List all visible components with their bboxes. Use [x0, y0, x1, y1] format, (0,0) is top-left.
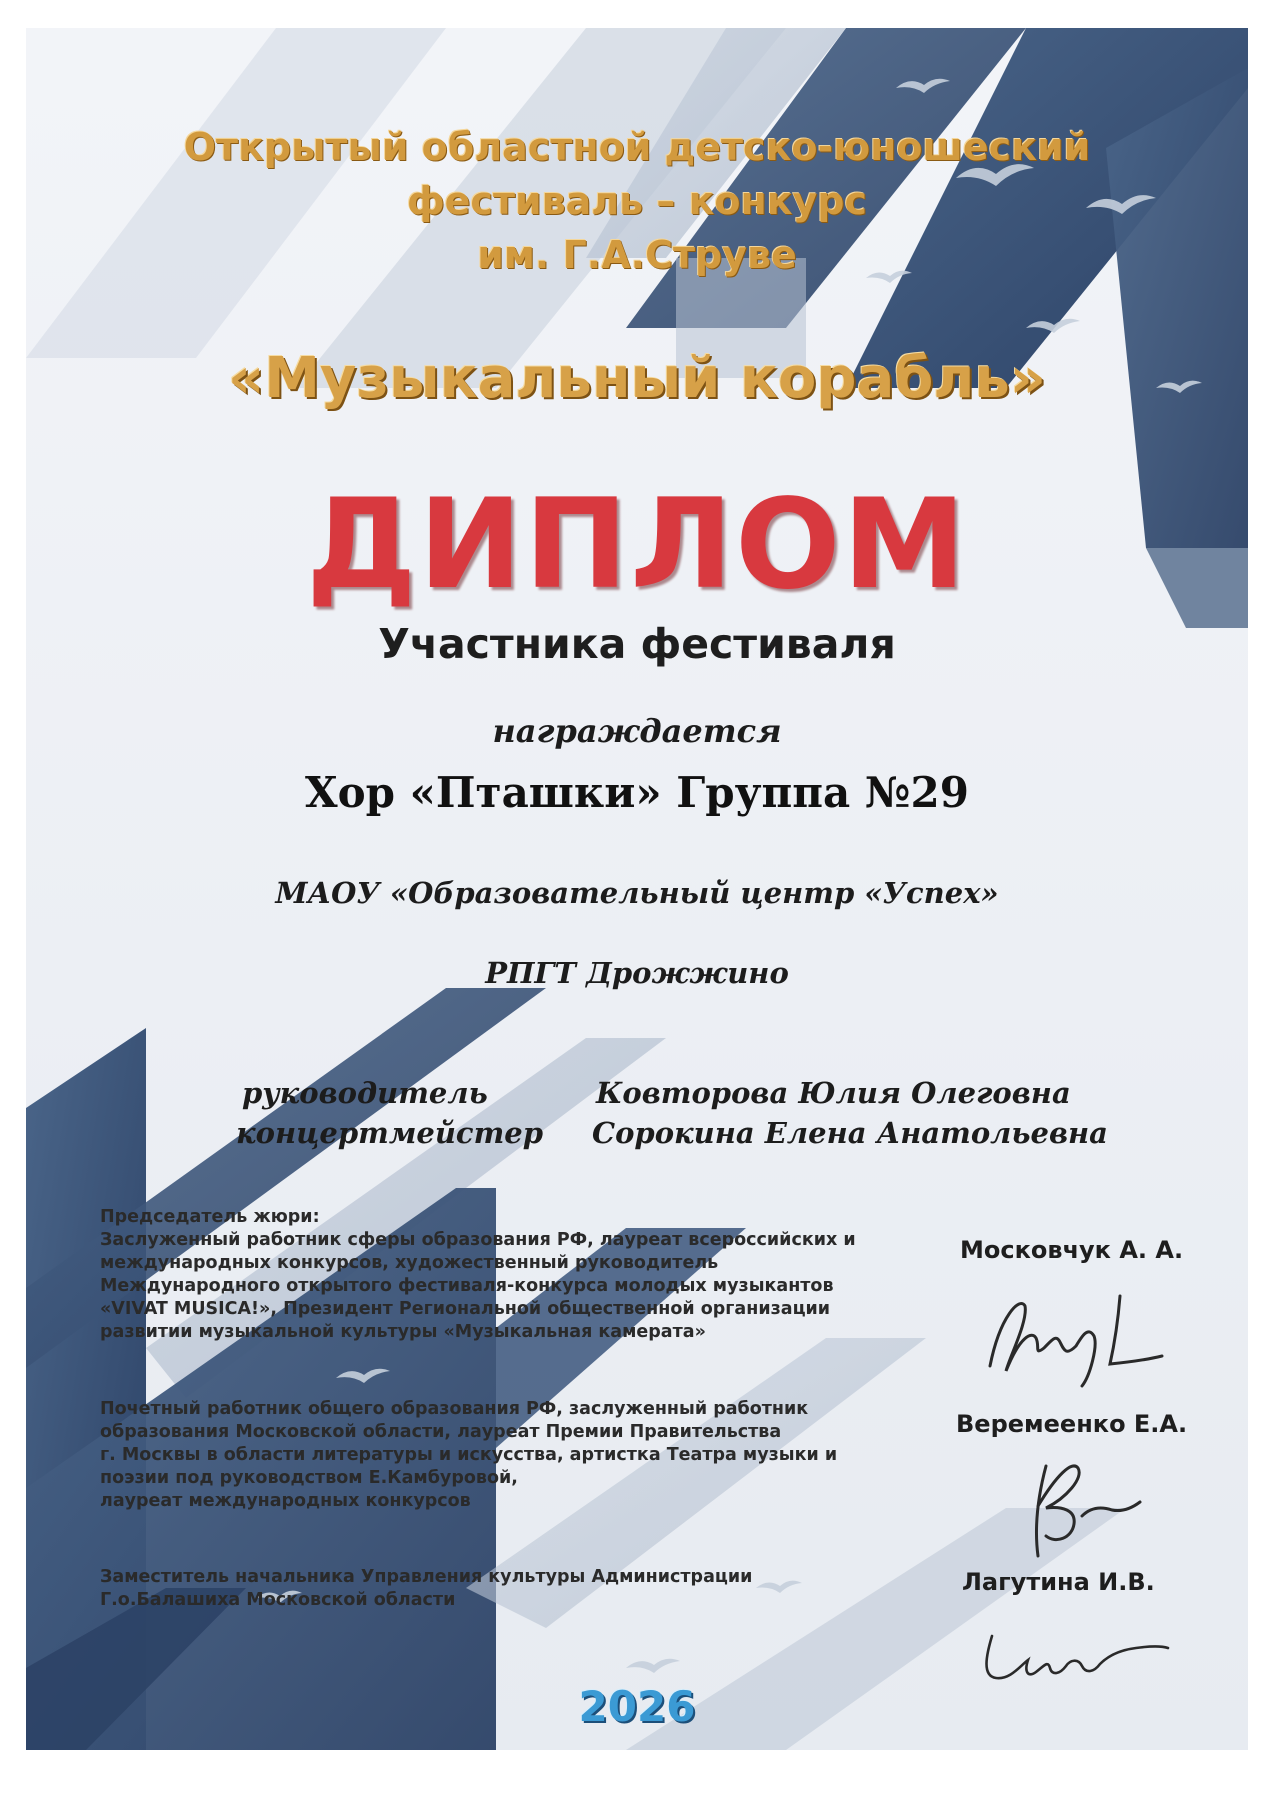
jury-line: «VIVAT MUSICA!», Президент Региональной общественной организации [100, 1299, 831, 1319]
diploma-sheet [26, 28, 1248, 1750]
diploma-year: 2026 [578, 1682, 696, 1731]
locality-name: РПГТ Дрожжино [485, 956, 789, 990]
jury-block-chair [100, 1206, 856, 1344]
jury-line: Заслуженный работник сферы образования РФ, лауреат всероссийских и [100, 1230, 856, 1250]
staff-name-leader: Ковторова Юлия Олеговна [596, 1076, 1071, 1110]
jury-line: международных конкурсов, художественный руководитель [100, 1253, 719, 1273]
jury-block-member-3 [100, 1566, 820, 1612]
jury-block-member-2 [100, 1398, 838, 1513]
awarded-label: награждается [492, 712, 782, 750]
signature-1-handwritten [970, 1276, 1170, 1396]
jury-line: образования Московской области, лауреат Премии Правительства [100, 1422, 782, 1442]
jury-line: Почетный работник общего образования РФ, заслуженный работник [100, 1399, 809, 1419]
jury-line: поэзии под руководством Е.Камбуровой, [100, 1468, 518, 1488]
organizer-line-1: Открытый областной детско-юношеский [183, 125, 1091, 169]
signer-name-1: Московчук А. А. [960, 1236, 1184, 1264]
jury-line: развитии музыкальной культуры «Музыкальная камерата» [100, 1322, 706, 1342]
institution-name: МАОУ «Образовательный центр «Успех» [275, 876, 999, 910]
jury-line: Г.о.Балашиха Московской области [100, 1590, 456, 1610]
signer-name-3: Лагутина И.В. [962, 1568, 1155, 1596]
diploma-title: ДИПЛОМ [306, 473, 968, 617]
diploma-subtitle: Участника фестиваля [378, 620, 896, 668]
signature-2-handwritten [1016, 1446, 1146, 1576]
jury-line: Международного открытого фестиваля-конкурса молодых музыкантов [100, 1276, 834, 1296]
festival-name: «Музыкальный корабль» [228, 346, 1046, 411]
jury-line: Заместитель начальника Управления культуры Администрации [100, 1567, 753, 1587]
staff-role-accompanist: концертмейстер [236, 1116, 543, 1150]
jury-line: лауреат международных конкурсов [100, 1491, 471, 1511]
recipient-name: Хор «Пташки» Группа №29 [305, 768, 969, 817]
jury-line: Председатель жюри: [100, 1207, 320, 1227]
signer-name-2: Веремеенко Е.А. [956, 1410, 1188, 1438]
jury-line: г. Москвы в области литературы и искусства, артистка Театра музыки и [100, 1445, 838, 1465]
staff-role-leader: руководитель [242, 1076, 488, 1110]
organizer-line-2: фестиваль – конкурс [406, 179, 868, 223]
organizer-line-3: им. Г.А.Струве [477, 233, 797, 277]
staff-name-accompanist: Сорокина Елена Анатольевна [592, 1116, 1108, 1150]
